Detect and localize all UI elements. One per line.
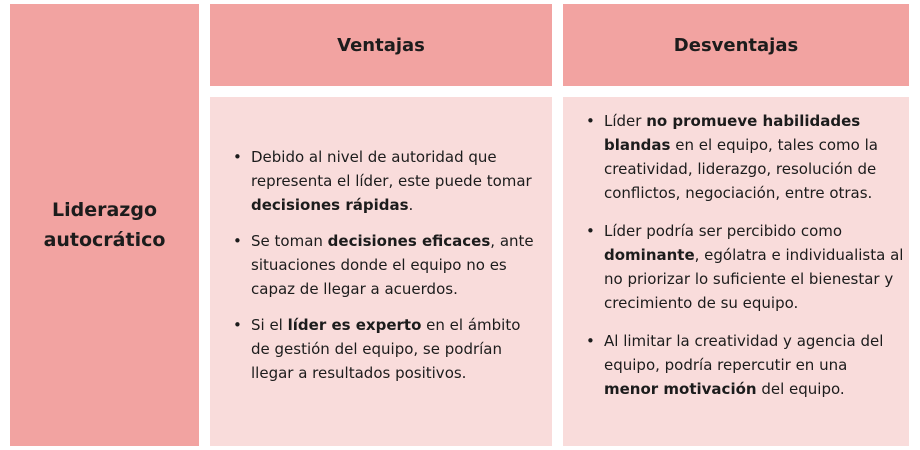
ventajas-item <box>251 145 543 217</box>
desventajas-item <box>604 109 904 205</box>
item-text: Líder podría ser percibido como <box>604 222 843 240</box>
ventajas-item <box>251 229 543 301</box>
item-text: en el ámbito de gestión del equipo, se podrían llegar a resultados positivos. <box>251 316 521 382</box>
item-text: Al limitar la creatividad y agencia del equipo, podría repercutir en una <box>604 332 884 374</box>
desventajas-cell <box>563 97 909 446</box>
ventajas-item <box>251 313 543 385</box>
ventajas-list <box>251 145 543 397</box>
ventajas-header: Ventajas <box>337 34 425 56</box>
ventajas-header-cell <box>210 4 552 86</box>
desventajas-item <box>604 329 904 401</box>
row-header-label <box>44 195 166 255</box>
item-bold-text: menor motivación <box>604 380 757 398</box>
desventajas-header: Desventajas <box>673 34 799 56</box>
item-text: Se toman <box>251 232 328 250</box>
item-bold-text: dominante <box>604 246 695 264</box>
desventajas-item <box>604 219 904 315</box>
item-bold-text: decisiones eficaces <box>327 232 491 250</box>
ventajas-cell <box>210 97 552 446</box>
item-bold-text: decisiones rápidas <box>251 196 409 214</box>
item-text: , ególatra e individualista al no priorizar lo suficiente el bienestar y crecimiento de su equipo. <box>604 246 904 312</box>
row-header-cell <box>10 4 199 446</box>
desventajas-list <box>604 109 904 415</box>
item-text: Si el <box>251 316 288 334</box>
row-header-line-1: Liderazgo <box>51 199 157 221</box>
item-text: , ante situaciones donde el equipo no es capaz de llegar a acuerdos. <box>251 232 534 298</box>
row-header-line-2: autocrático <box>43 229 166 251</box>
item-text: Líder <box>604 112 647 130</box>
item-text: . <box>408 196 414 214</box>
item-text: Debido al nivel de autoridad que representa el líder, este puede tomar <box>251 148 532 190</box>
desventajas-header-cell <box>563 4 909 86</box>
item-text: del equipo. <box>756 380 845 398</box>
item-bold-text: líder es experto <box>287 316 422 334</box>
item-bold-text: no promueve habilidades blandas <box>604 112 861 154</box>
item-text: en el equipo, tales como la creatividad, liderazgo, resolución de conflictos, negociación, entre otras. <box>604 136 878 202</box>
